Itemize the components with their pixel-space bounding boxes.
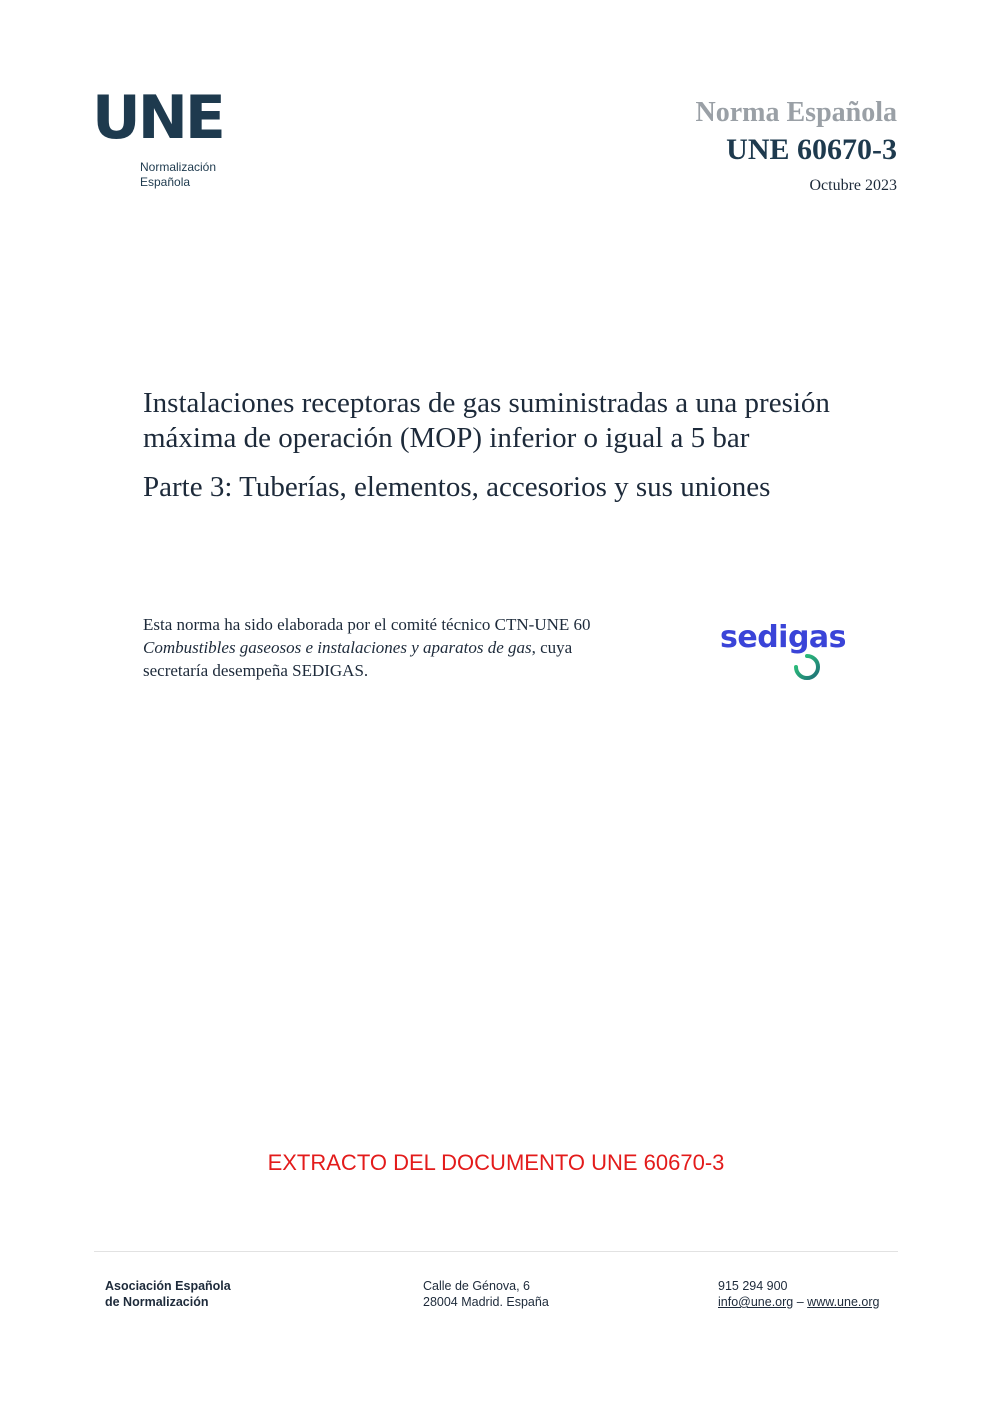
sedigas-logo	[720, 618, 865, 688]
footer-address-line1: Calle de Génova, 6	[423, 1279, 531, 1293]
footer-org-line1: Asociación Española	[105, 1279, 231, 1293]
une-logo-subtitle-line2: Española	[140, 175, 191, 189]
footer-links	[718, 1294, 879, 1310]
committee-tail: , cuya secretaría desempeña SEDIGAS.	[143, 638, 573, 680]
website-link[interactable]: www.une.org	[807, 1295, 880, 1309]
footer-phone: 915 294 900	[718, 1279, 788, 1293]
committee-statement	[143, 613, 613, 682]
footer-link-separator: –	[796, 1295, 804, 1309]
une-logo-subtitle-line1: Normalización	[140, 160, 217, 174]
committee-name: Combustibles gaseosos e instalaciones y aparatos de gas	[143, 638, 532, 657]
standard-kind: Norma Española	[695, 97, 897, 128]
email-link[interactable]: info@une.org	[718, 1295, 794, 1309]
une-logo-mark: UNE	[92, 83, 223, 153]
title-main: Instalaciones receptoras de gas suministradas a una presión máxima de operación (MOP) inferior o igual a 5 bar	[143, 387, 830, 454]
committee-lead: Esta norma ha sido elaborada por el comité técnico CTN-UNE 60	[143, 615, 591, 634]
footer-address	[423, 1278, 549, 1310]
footer-address-line2: 28004 Madrid. España	[423, 1295, 549, 1309]
standard-header	[696, 96, 897, 198]
une-logo	[92, 83, 242, 200]
document-title	[143, 386, 863, 505]
footer-org-line2: de Normalización	[105, 1295, 209, 1309]
sedigas-logo-text: sedigas	[720, 620, 847, 655]
sedigas-ring-icon	[720, 652, 865, 682]
standard-code: UNE 60670-3	[726, 133, 897, 166]
extract-notice: EXTRACTO DEL DOCUMENTO UNE 60670-3	[267, 1150, 725, 1175]
une-logo-subtitle	[140, 160, 216, 190]
footer-divider	[94, 1251, 898, 1252]
standard-date: Octubre 2023	[809, 177, 897, 194]
footer-organization	[105, 1278, 231, 1310]
footer-contact	[718, 1278, 879, 1310]
title-part: Parte 3: Tuberías, elementos, accesorios y sus uniones	[143, 471, 771, 503]
